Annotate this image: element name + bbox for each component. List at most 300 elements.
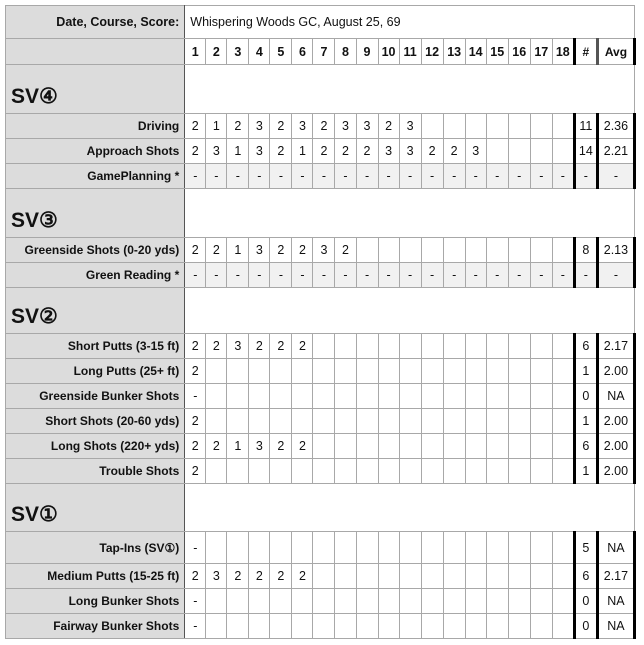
score-cell-hole-18[interactable] — [552, 589, 574, 614]
score-cell-hole-14[interactable] — [465, 238, 486, 263]
score-cell-hole-15[interactable]: - — [486, 263, 508, 288]
score-cell-hole-10[interactable] — [378, 409, 399, 434]
score-cell-hole-8[interactable] — [335, 334, 356, 359]
score-cell-hole-18[interactable] — [552, 459, 574, 484]
score-cell-hole-7[interactable] — [313, 409, 335, 434]
score-cell-hole-2[interactable]: 3 — [206, 139, 227, 164]
score-cell-hole-3[interactable] — [227, 359, 249, 384]
score-cell-hole-3[interactable]: 1 — [227, 434, 249, 459]
count-cell: 1 — [574, 459, 597, 484]
score-cell-hole-13[interactable]: - — [443, 263, 465, 288]
score-cell-hole-10[interactable] — [378, 614, 399, 639]
score-cell-hole-7[interactable]: 2 — [313, 114, 335, 139]
score-cell-hole-2[interactable] — [206, 359, 227, 384]
title-row — [6, 6, 635, 39]
score-cell-hole-7[interactable]: 3 — [313, 238, 335, 263]
score-cell-hole-18[interactable]: - — [552, 164, 574, 189]
score-cell-hole-6[interactable]: 2 — [292, 564, 313, 589]
score-cell-hole-12[interactable] — [421, 614, 443, 639]
score-cell-hole-8[interactable] — [335, 384, 356, 409]
score-cell-hole-7[interactable]: - — [313, 263, 335, 288]
score-cell-hole-18[interactable] — [552, 359, 574, 384]
score-cell-hole-3[interactable]: - — [227, 263, 249, 288]
stat-label: Greenside Shots (0-20 yds) — [6, 238, 185, 263]
score-cell-hole-5[interactable]: 2 — [270, 114, 292, 139]
score-cell-hole-11[interactable] — [399, 238, 421, 263]
score-cell-hole-18[interactable] — [552, 114, 574, 139]
score-cell-hole-14[interactable] — [465, 114, 486, 139]
hole-header-9: 9 — [356, 39, 378, 65]
score-cell-hole-4[interactable] — [249, 532, 270, 564]
score-cell-hole-13[interactable] — [443, 114, 465, 139]
score-cell-hole-13[interactable] — [443, 359, 465, 384]
score-cell-hole-6[interactable] — [292, 409, 313, 434]
score-cell-hole-14[interactable] — [465, 532, 486, 564]
score-cell-hole-7[interactable] — [313, 334, 335, 359]
score-cell-hole-11[interactable] — [399, 532, 421, 564]
score-cell-hole-18[interactable] — [552, 238, 574, 263]
stat-label: Medium Putts (15-25 ft) — [6, 564, 185, 589]
score-cell-hole-6[interactable]: 2 — [292, 238, 313, 263]
score-cell-hole-10[interactable] — [378, 532, 399, 564]
score-cell-hole-5[interactable]: - — [270, 164, 292, 189]
score-cell-hole-4[interactable]: 2 — [249, 334, 270, 359]
score-cell-hole-11[interactable] — [399, 384, 421, 409]
section-blank — [185, 65, 635, 114]
score-cell-hole-11[interactable] — [399, 409, 421, 434]
score-cell-hole-18[interactable] — [552, 384, 574, 409]
score-cell-hole-2[interactable]: 1 — [206, 114, 227, 139]
score-cell-hole-9[interactable] — [356, 532, 378, 564]
score-cell-hole-18[interactable] — [552, 139, 574, 164]
score-cell-hole-2[interactable] — [206, 459, 227, 484]
score-cell-hole-12[interactable] — [421, 238, 443, 263]
score-cell-hole-16[interactable] — [508, 114, 530, 139]
score-cell-hole-4[interactable] — [249, 384, 270, 409]
score-cell-hole-9[interactable] — [356, 334, 378, 359]
score-cell-hole-6[interactable] — [292, 589, 313, 614]
score-cell-hole-10[interactable] — [378, 359, 399, 384]
score-cell-hole-7[interactable] — [313, 532, 335, 564]
score-cell-hole-6[interactable]: 1 — [292, 139, 313, 164]
score-cell-hole-1[interactable]: 2 — [185, 114, 206, 139]
score-cell-hole-11[interactable]: 3 — [399, 114, 421, 139]
score-cell-hole-16[interactable] — [508, 359, 530, 384]
score-cell-hole-15[interactable] — [486, 114, 508, 139]
score-cell-hole-10[interactable] — [378, 459, 399, 484]
score-cell-hole-3[interactable] — [227, 532, 249, 564]
score-cell-hole-4[interactable] — [249, 614, 270, 639]
score-cell-hole-5[interactable] — [270, 409, 292, 434]
score-cell-hole-12[interactable] — [421, 114, 443, 139]
score-cell-hole-15[interactable] — [486, 238, 508, 263]
score-cell-hole-17[interactable] — [530, 114, 552, 139]
score-cell-hole-8[interactable]: 2 — [335, 139, 356, 164]
score-cell-hole-15[interactable]: - — [486, 164, 508, 189]
score-cell-hole-16[interactable] — [508, 614, 530, 639]
score-cell-hole-1[interactable]: 2 — [185, 459, 206, 484]
score-cell-hole-9[interactable] — [356, 434, 378, 459]
score-cell-hole-5[interactable] — [270, 589, 292, 614]
score-cell-hole-7[interactable] — [313, 434, 335, 459]
score-cell-hole-7[interactable] — [313, 564, 335, 589]
score-cell-hole-17[interactable] — [530, 589, 552, 614]
score-cell-hole-7[interactable] — [313, 359, 335, 384]
score-cell-hole-13[interactable]: 2 — [443, 139, 465, 164]
score-cell-hole-6[interactable]: 3 — [292, 114, 313, 139]
score-cell-hole-15[interactable] — [486, 459, 508, 484]
score-cell-hole-2[interactable]: 2 — [206, 334, 227, 359]
score-cell-hole-14[interactable] — [465, 409, 486, 434]
score-cell-hole-14[interactable] — [465, 434, 486, 459]
score-cell-hole-13[interactable] — [443, 532, 465, 564]
stat-row — [6, 384, 635, 409]
score-cell-hole-12[interactable] — [421, 334, 443, 359]
score-cell-hole-15[interactable] — [486, 139, 508, 164]
score-cell-hole-10[interactable] — [378, 238, 399, 263]
score-cell-hole-17[interactable] — [530, 334, 552, 359]
score-cell-hole-3[interactable] — [227, 384, 249, 409]
score-cell-hole-7[interactable]: - — [313, 164, 335, 189]
score-cell-hole-14[interactable] — [465, 564, 486, 589]
score-cell-hole-3[interactable] — [227, 459, 249, 484]
score-cell-hole-18[interactable] — [552, 614, 574, 639]
avg-cell: 2.13 — [597, 238, 634, 263]
score-cell-hole-5[interactable]: 2 — [270, 434, 292, 459]
score-cell-hole-3[interactable]: 3 — [227, 334, 249, 359]
score-cell-hole-9[interactable]: - — [356, 263, 378, 288]
stat-row — [6, 434, 635, 459]
score-cell-hole-16[interactable]: - — [508, 263, 530, 288]
score-cell-hole-8[interactable]: - — [335, 164, 356, 189]
hole-header-1: 1 — [185, 39, 206, 65]
score-cell-hole-8[interactable]: 3 — [335, 114, 356, 139]
score-cell-hole-13[interactable] — [443, 238, 465, 263]
score-cell-hole-17[interactable]: - — [530, 263, 552, 288]
stat-label: Driving — [6, 114, 185, 139]
score-cell-hole-10[interactable]: 3 — [378, 139, 399, 164]
score-cell-hole-5[interactable] — [270, 532, 292, 564]
score-cell-hole-5[interactable]: - — [270, 263, 292, 288]
score-cell-hole-9[interactable]: 2 — [356, 139, 378, 164]
score-cell-hole-2[interactable]: 2 — [206, 238, 227, 263]
score-cell-hole-11[interactable] — [399, 434, 421, 459]
score-cell-hole-9[interactable] — [356, 238, 378, 263]
score-cell-hole-4[interactable]: 3 — [249, 139, 270, 164]
score-cell-hole-5[interactable]: 2 — [270, 139, 292, 164]
score-cell-hole-17[interactable] — [530, 532, 552, 564]
score-cell-hole-9[interactable] — [356, 384, 378, 409]
score-cell-hole-12[interactable] — [421, 434, 443, 459]
score-cell-hole-18[interactable] — [552, 409, 574, 434]
score-cell-hole-6[interactable] — [292, 459, 313, 484]
score-cell-hole-2[interactable] — [206, 409, 227, 434]
score-cell-hole-18[interactable] — [552, 334, 574, 359]
score-cell-hole-2[interactable]: 2 — [206, 434, 227, 459]
score-cell-hole-17[interactable] — [530, 614, 552, 639]
score-cell-hole-4[interactable]: - — [249, 164, 270, 189]
score-cell-hole-17[interactable] — [530, 139, 552, 164]
score-cell-hole-8[interactable] — [335, 589, 356, 614]
score-cell-hole-4[interactable]: 2 — [249, 564, 270, 589]
score-cell-hole-14[interactable] — [465, 359, 486, 384]
score-cell-hole-16[interactable] — [508, 409, 530, 434]
score-cell-hole-11[interactable] — [399, 589, 421, 614]
score-cell-hole-4[interactable] — [249, 589, 270, 614]
score-cell-hole-6[interactable] — [292, 359, 313, 384]
section-row — [6, 189, 635, 238]
score-cell-hole-16[interactable] — [508, 434, 530, 459]
score-cell-hole-8[interactable] — [335, 614, 356, 639]
score-cell-hole-18[interactable] — [552, 564, 574, 589]
score-cell-hole-13[interactable] — [443, 614, 465, 639]
score-cell-hole-1[interactable]: 2 — [185, 564, 206, 589]
score-cell-hole-8[interactable] — [335, 459, 356, 484]
score-cell-hole-2[interactable]: 3 — [206, 564, 227, 589]
score-cell-hole-1[interactable]: 2 — [185, 359, 206, 384]
score-cell-hole-14[interactable] — [465, 589, 486, 614]
score-cell-hole-7[interactable] — [313, 589, 335, 614]
score-cell-hole-17[interactable] — [530, 459, 552, 484]
score-cell-hole-2[interactable]: - — [206, 164, 227, 189]
score-cell-hole-10[interactable]: - — [378, 263, 399, 288]
score-cell-hole-9[interactable]: 3 — [356, 114, 378, 139]
score-cell-hole-15[interactable] — [486, 334, 508, 359]
score-cell-hole-2[interactable] — [206, 614, 227, 639]
score-cell-hole-2[interactable]: - — [206, 263, 227, 288]
score-cell-hole-16[interactable]: - — [508, 164, 530, 189]
score-cell-hole-9[interactable] — [356, 459, 378, 484]
score-cell-hole-13[interactable] — [443, 334, 465, 359]
count-cell: 11 — [574, 114, 597, 139]
score-cell-hole-6[interactable] — [292, 532, 313, 564]
score-cell-hole-17[interactable] — [530, 238, 552, 263]
score-cell-hole-11[interactable] — [399, 334, 421, 359]
score-cell-hole-3[interactable]: 2 — [227, 114, 249, 139]
score-cell-hole-8[interactable] — [335, 532, 356, 564]
score-cell-hole-5[interactable] — [270, 384, 292, 409]
score-cell-hole-17[interactable] — [530, 384, 552, 409]
score-cell-hole-14[interactable] — [465, 614, 486, 639]
score-cell-hole-6[interactable]: 2 — [292, 434, 313, 459]
stat-label: Short Shots (20-60 yds) — [6, 409, 185, 434]
avg-cell: 2.36 — [597, 114, 634, 139]
score-cell-hole-16[interactable] — [508, 532, 530, 564]
score-cell-hole-15[interactable] — [486, 434, 508, 459]
score-cell-hole-12[interactable] — [421, 409, 443, 434]
score-cell-hole-14[interactable] — [465, 384, 486, 409]
hole-header-4: 4 — [249, 39, 270, 65]
score-cell-hole-15[interactable] — [486, 384, 508, 409]
score-cell-hole-4[interactable]: - — [249, 263, 270, 288]
score-cell-hole-9[interactable] — [356, 359, 378, 384]
score-cell-hole-1[interactable]: - — [185, 263, 206, 288]
score-cell-hole-7[interactable] — [313, 614, 335, 639]
score-cell-hole-16[interactable] — [508, 384, 530, 409]
score-cell-hole-15[interactable] — [486, 359, 508, 384]
score-cell-hole-3[interactable]: 2 — [227, 564, 249, 589]
score-cell-hole-8[interactable]: - — [335, 263, 356, 288]
score-cell-hole-17[interactable]: - — [530, 164, 552, 189]
score-cell-hole-2[interactable] — [206, 589, 227, 614]
score-cell-hole-10[interactable] — [378, 589, 399, 614]
score-cell-hole-6[interactable] — [292, 384, 313, 409]
score-cell-hole-13[interactable] — [443, 459, 465, 484]
score-cell-hole-14[interactable]: 3 — [465, 139, 486, 164]
stat-label: Green Reading * — [6, 263, 185, 288]
score-cell-hole-16[interactable] — [508, 589, 530, 614]
score-cell-hole-14[interactable] — [465, 334, 486, 359]
score-cell-hole-17[interactable] — [530, 409, 552, 434]
score-cell-hole-11[interactable]: - — [399, 263, 421, 288]
stat-label: Trouble Shots — [6, 459, 185, 484]
score-cell-hole-7[interactable] — [313, 384, 335, 409]
score-cell-hole-18[interactable] — [552, 532, 574, 564]
stat-label: Greenside Bunker Shots — [6, 384, 185, 409]
score-cell-hole-15[interactable] — [486, 409, 508, 434]
score-cell-hole-11[interactable]: 3 — [399, 139, 421, 164]
score-cell-hole-2[interactable] — [206, 384, 227, 409]
section-row — [6, 288, 635, 334]
avg-cell: 2.21 — [597, 139, 634, 164]
score-cell-hole-16[interactable] — [508, 334, 530, 359]
score-cell-hole-5[interactable]: 2 — [270, 334, 292, 359]
score-cell-hole-8[interactable] — [335, 434, 356, 459]
score-cell-hole-16[interactable] — [508, 459, 530, 484]
scorecard-table — [5, 5, 636, 639]
score-cell-hole-13[interactable] — [443, 434, 465, 459]
score-cell-hole-4[interactable] — [249, 459, 270, 484]
score-cell-hole-1[interactable]: - — [185, 164, 206, 189]
score-cell-hole-14[interactable]: - — [465, 164, 486, 189]
avg-cell: 2.00 — [597, 434, 634, 459]
score-cell-hole-6[interactable]: 2 — [292, 334, 313, 359]
score-cell-hole-11[interactable] — [399, 459, 421, 484]
score-cell-hole-16[interactable] — [508, 139, 530, 164]
score-cell-hole-10[interactable]: 2 — [378, 114, 399, 139]
score-cell-hole-4[interactable] — [249, 409, 270, 434]
score-cell-hole-9[interactable] — [356, 564, 378, 589]
score-cell-hole-12[interactable] — [421, 589, 443, 614]
score-cell-hole-18[interactable]: - — [552, 263, 574, 288]
score-cell-hole-8[interactable] — [335, 409, 356, 434]
score-cell-hole-18[interactable] — [552, 434, 574, 459]
score-cell-hole-17[interactable] — [530, 564, 552, 589]
score-cell-hole-10[interactable] — [378, 334, 399, 359]
score-cell-hole-5[interactable] — [270, 359, 292, 384]
score-cell-hole-15[interactable] — [486, 614, 508, 639]
score-cell-hole-12[interactable] — [421, 359, 443, 384]
score-cell-hole-7[interactable]: 2 — [313, 139, 335, 164]
score-cell-hole-5[interactable] — [270, 614, 292, 639]
score-cell-hole-12[interactable]: - — [421, 263, 443, 288]
score-cell-hole-2[interactable] — [206, 532, 227, 564]
score-cell-hole-10[interactable] — [378, 564, 399, 589]
score-cell-hole-15[interactable] — [486, 532, 508, 564]
score-cell-hole-5[interactable] — [270, 459, 292, 484]
score-cell-hole-13[interactable]: - — [443, 164, 465, 189]
score-cell-hole-3[interactable] — [227, 409, 249, 434]
score-cell-hole-4[interactable] — [249, 359, 270, 384]
score-cell-hole-4[interactable]: 3 — [249, 238, 270, 263]
score-cell-hole-9[interactable]: - — [356, 164, 378, 189]
score-cell-hole-13[interactable] — [443, 409, 465, 434]
score-cell-hole-15[interactable] — [486, 589, 508, 614]
score-cell-hole-1[interactable]: - — [185, 589, 206, 614]
score-cell-hole-16[interactable] — [508, 564, 530, 589]
score-cell-hole-11[interactable] — [399, 564, 421, 589]
stat-row — [6, 614, 635, 639]
score-cell-hole-14[interactable]: - — [465, 263, 486, 288]
score-cell-hole-12[interactable] — [421, 564, 443, 589]
score-cell-hole-13[interactable] — [443, 384, 465, 409]
score-cell-hole-17[interactable] — [530, 359, 552, 384]
score-cell-hole-11[interactable]: - — [399, 164, 421, 189]
score-cell-hole-1[interactable]: 2 — [185, 334, 206, 359]
score-cell-hole-1[interactable]: 2 — [185, 139, 206, 164]
score-cell-hole-9[interactable] — [356, 409, 378, 434]
hole-header-10: 10 — [378, 39, 399, 65]
score-cell-hole-10[interactable] — [378, 434, 399, 459]
score-cell-hole-3[interactable]: - — [227, 164, 249, 189]
score-cell-hole-6[interactable] — [292, 614, 313, 639]
score-cell-hole-7[interactable] — [313, 459, 335, 484]
score-cell-hole-1[interactable]: 2 — [185, 409, 206, 434]
score-cell-hole-5[interactable]: 2 — [270, 564, 292, 589]
score-cell-hole-14[interactable] — [465, 459, 486, 484]
score-cell-hole-5[interactable]: 2 — [270, 238, 292, 263]
score-cell-hole-12[interactable]: - — [421, 164, 443, 189]
score-cell-hole-3[interactable] — [227, 589, 249, 614]
hole-header-18: 18 — [552, 39, 574, 65]
score-cell-hole-8[interactable] — [335, 359, 356, 384]
score-cell-hole-17[interactable] — [530, 434, 552, 459]
score-cell-hole-16[interactable] — [508, 238, 530, 263]
score-cell-hole-1[interactable]: - — [185, 532, 206, 564]
title-label: Date, Course, Score: — [6, 6, 185, 39]
count-cell: 1 — [574, 359, 597, 384]
score-cell-hole-11[interactable] — [399, 614, 421, 639]
score-cell-hole-1[interactable]: 2 — [185, 238, 206, 263]
hole-header-7: 7 — [313, 39, 335, 65]
score-cell-hole-1[interactable]: - — [185, 384, 206, 409]
score-cell-hole-12[interactable] — [421, 459, 443, 484]
score-cell-hole-15[interactable] — [486, 564, 508, 589]
score-cell-hole-10[interactable]: - — [378, 164, 399, 189]
score-cell-hole-4[interactable]: 3 — [249, 434, 270, 459]
score-cell-hole-3[interactable] — [227, 614, 249, 639]
score-cell-hole-6[interactable]: - — [292, 164, 313, 189]
score-cell-hole-1[interactable]: 2 — [185, 434, 206, 459]
score-cell-hole-12[interactable] — [421, 384, 443, 409]
avg-cell: 2.00 — [597, 459, 634, 484]
score-cell-hole-12[interactable]: 2 — [421, 139, 443, 164]
score-cell-hole-9[interactable] — [356, 614, 378, 639]
score-cell-hole-12[interactable] — [421, 532, 443, 564]
score-cell-hole-11[interactable] — [399, 359, 421, 384]
score-cell-hole-8[interactable] — [335, 564, 356, 589]
score-cell-hole-4[interactable]: 3 — [249, 114, 270, 139]
score-cell-hole-13[interactable] — [443, 589, 465, 614]
score-cell-hole-8[interactable]: 2 — [335, 238, 356, 263]
score-cell-hole-9[interactable] — [356, 589, 378, 614]
score-cell-hole-3[interactable]: 1 — [227, 238, 249, 263]
score-cell-hole-6[interactable]: - — [292, 263, 313, 288]
score-cell-hole-1[interactable]: - — [185, 614, 206, 639]
score-cell-hole-10[interactable] — [378, 384, 399, 409]
score-cell-hole-3[interactable]: 1 — [227, 139, 249, 164]
score-cell-hole-13[interactable] — [443, 564, 465, 589]
